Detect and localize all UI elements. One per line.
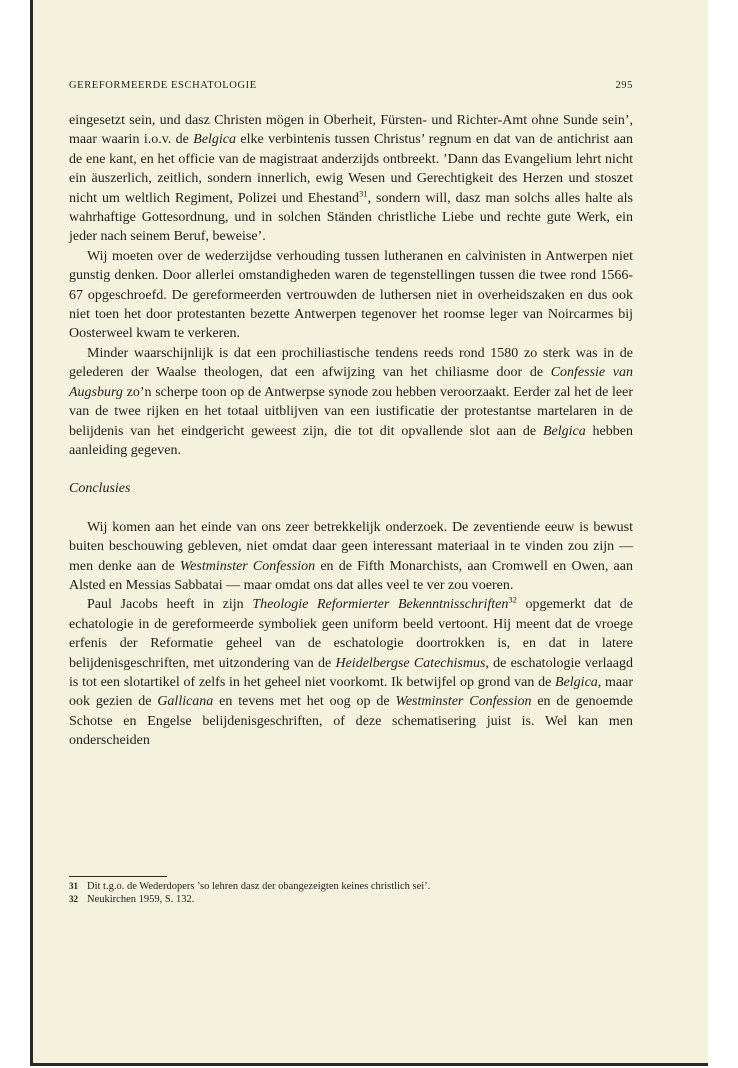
book-page — [30, 0, 708, 1066]
section-heading: Conclusies — [69, 481, 131, 497]
running-header — [69, 80, 633, 96]
page-number: 295 — [615, 80, 633, 91]
footnote-ref-31: 31 — [359, 187, 368, 198]
paragraph-3: Minder waarschijnlijk is dat een prochiliastische tendens reeds rond 1580 zo sterk was in de gelederen der Waalse theologen, dat een afwijzing van het chiliasme door de Confessie van Augsburg zo’n scherpe toon op de Antwerpse synode zou hebben veroorzaakt. Eerder zal het de leer van de twee rijken en het totaal uitblijven van een iustificatie der protestantse martelaren in de belijdenis van het eindgericht geweest zijn, die tot dit opvallende slot aan de Belgica hebben aanleiding gegeven. — [69, 345, 633, 458]
paragraph-1: eingesetzt sein, und dasz Christen mögen in Oberheit, Fürsten- und Richter-Amt ohne Sunde sein’, maar waarin i.o.v. de Belgica elke verbintenis tussen Christus’ regnum en dat van de antichrist aan de ene kant, en het officie van de magistraat anderzijds ontbreekt. ’Dann das Evangelium lehrt nicht ein äuszerlich, zeitlich, sondern innerlich, ewig Wesen und Gerechtigkeit des Herzen und stoszet nicht um weltlich Regiment, Polizei und Ehestand$^{31}$, sondern will, dasz man solchs alles halte als wahrhaftige Gottesordnung, und in solchen Ständen christliche Liebe und rechte gute Werk, ein jeder nach seinem Beruf, beweise’. — [69, 113, 634, 245]
footnotes — [69, 880, 633, 906]
footnote-32: 32 Neukirchen 1959, S. 132. — [69, 894, 195, 905]
running-title: GEREFORMEERDE ESCHATOLOGIE — [69, 80, 257, 91]
paragraph-5: Paul Jacobs heeft in zijn Theologie Reformierter Bekenntnisschriften$^{32}$ opgemerkt dat de echatologie in de gereformeerde symboliek geen uniform beeld vertoont. Hij meent dat de vroege erfenis der Reformatie geheel van de eschatologie doortrokken is, en dat in latere belijdenisgeschriften, met uitzondering van de Heidelbergse Catechismus, de eschatologie verlaagd is tot een slotartikel of zelfs in het geheel niet voorkomt. Ik betwijfel op grond van de Belgica, maar ook gezien de Gallicana en tevens met het oog op de Westminster Confession en de genoemde Schotse en Engelse belijdenisgeschriften, of deze schematisering juist is. Wel kan men onderscheiden — [69, 594, 634, 749]
paragraph-4: Wij komen aan het einde van ons zeer betrekkelijk onderzoek. De zeventiende eeuw is bewust buiten beschouwing gebleven, niet omdat daar geen interessant materiaal in te vinden zou zijn — men denke aan de Westminster Confession en de Fifth Monarchists, aan Cromwell en Owen, aan Alsted en Messias Sabbatai — maar omdat ons dat alles veel te ver zou voeren. — [69, 519, 633, 593]
footnote-31: 31 Dit t.g.o. de Wederdopers ’so lehren dasz der obangezeigten keines christlich sei’. — [69, 881, 431, 892]
paragraph-2: Wij moeten over de wederzijdse verhouding tussen lutheranen en calvinisten in Antwerpen niet gunstig denken. Door allerlei omstandigheden waren de tegenstellingen tussen die twee rond 1566-67 opgeschroefd. De gereformeerden vertrouwden de luthersen niet in overheidszaken en dus ook niet toen het door protestanten bezette Antwerpen tegenover het roomse leger van Noircarmes bij Oosterweel kwam te verkeren. — [69, 248, 633, 342]
footnote-ref-32: 32 — [508, 594, 517, 605]
body-text — [69, 111, 633, 751]
footnote-divider — [69, 876, 167, 877]
